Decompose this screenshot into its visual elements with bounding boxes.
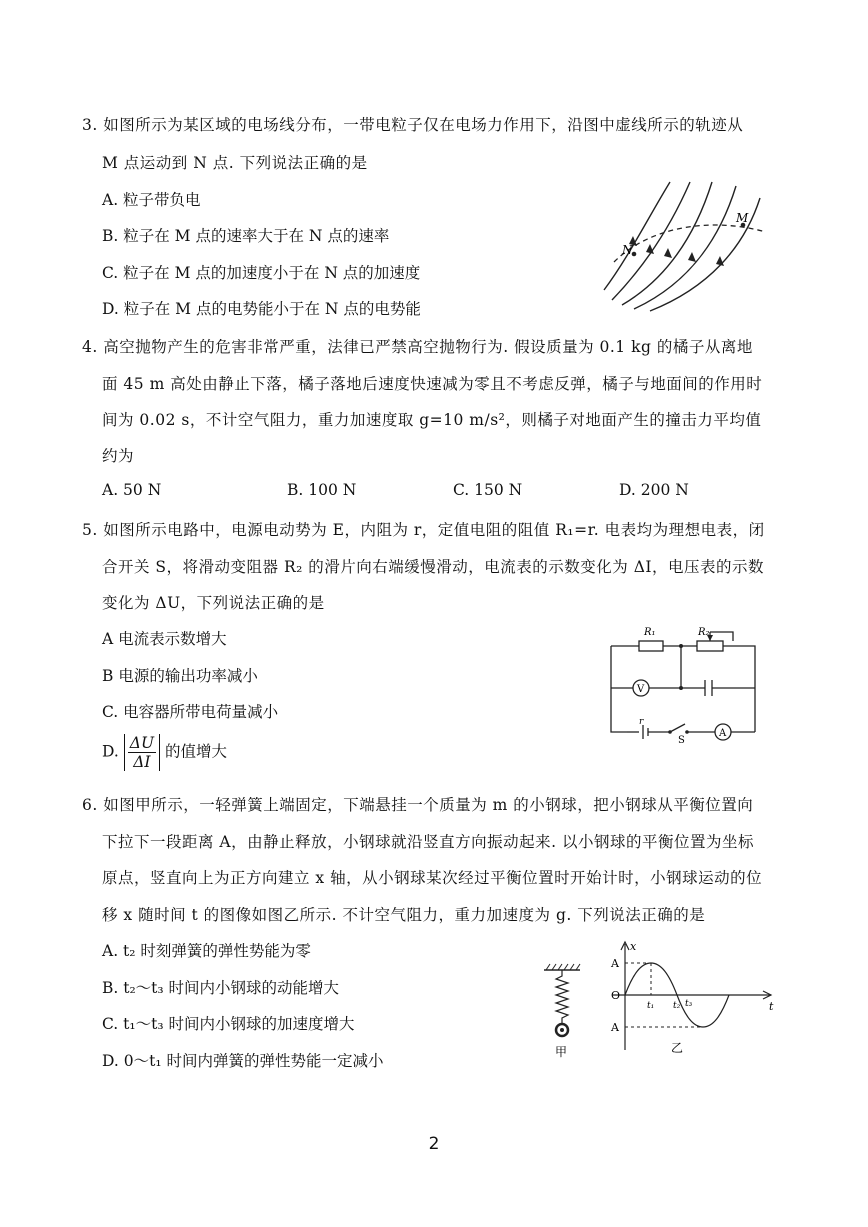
q6-label-jia: 甲 <box>555 1045 568 1059</box>
q5-stem-line3: 变化为 ΔU，下列说法正确的是 <box>102 594 325 612</box>
q5-stem-line1: 5. 如图所示电路中，电源电动势为 E，内阻为 r，定值电阻的阻值 R₁=r. 电表均为理想电表，闭 <box>82 521 765 539</box>
q6-t3-label: t₃ <box>685 999 693 1009</box>
q5-voltmeter-label: V <box>637 684 645 695</box>
q4-stem-line1: 4. 高空抛物产生的危害非常严重，法律已严禁高空抛物行为. 假设质量为 0.1 kg 的橘子从离地 <box>82 338 753 356</box>
q5-option-d-fraction <box>128 734 156 771</box>
q4-option-b: B. 100 N <box>287 481 357 499</box>
q6-option-b: B. t₂～t₃ 时间内小钢球的动能增大 <box>102 979 340 997</box>
page-number: 2 <box>428 1134 440 1154</box>
q3-option-c: C. 粒子在 M 点的加速度小于在 N 点的加速度 <box>102 264 421 282</box>
q5-option-d <box>102 734 227 771</box>
q5-option-d-abs <box>124 734 160 771</box>
q6-stem-line1: 6. 如图甲所示，一轻弹簧上端固定，下端悬挂一个质量为 m 的小钢球，把小钢球从平衡位置向 <box>82 796 754 814</box>
q6-t1-label: t₁ <box>647 1001 655 1011</box>
q4-stem-line3: 间为 0.02 s，不计空气阻力，重力加速度取 g=10 m/s²，则橘子对地面产生的撞击力平均值 <box>102 411 762 429</box>
q6-spring-figure <box>536 962 588 1062</box>
q6-option-c: C. t₁～t₃ 时间内小钢球的加速度增大 <box>102 1015 355 1033</box>
q5-ammeter-label: A <box>719 728 727 739</box>
q4-option-a: A. 50 N <box>102 481 162 499</box>
q3-option-a: A. 粒子带负电 <box>102 191 201 209</box>
q6-axis-t-label: t <box>769 1000 774 1013</box>
q6-stem-line3: 原点，竖直向上为正方向建立 x 轴，从小钢球某次经过平衡位置时开始计时，小钢球运动的位 <box>102 869 763 887</box>
q3-field-figure <box>598 178 773 313</box>
q6-stem-line4: 移 x 随时间 t 的图像如图乙所示. 不计空气阻力，重力加速度为 g. 下列说法正确的是 <box>102 906 706 924</box>
q6-amplitude-top-label: A <box>611 957 619 970</box>
q5-option-d-suffix: 的值增大 <box>164 742 227 761</box>
q5-option-a: A 电流表示数增大 <box>102 630 227 648</box>
q5-option-d-numerator: ΔU <box>129 734 155 752</box>
q6-option-a: A. t₂ 时刻弹簧的弹性势能为零 <box>102 942 311 960</box>
q6-stem-line2: 下拉下一段距离 A，由静止释放，小钢球就沿竖直方向振动起来. 以小钢球的平衡位置为坐标 <box>102 833 754 851</box>
q6-axis-x-label: x <box>630 940 637 953</box>
q3-label-m: M <box>736 211 749 225</box>
q6-amplitude-bottom-label: A <box>611 1021 619 1034</box>
q4-stem-line4: 约为 <box>102 447 135 465</box>
q6-origin-label: O <box>611 989 621 1002</box>
q6-xt-graph <box>603 938 783 1058</box>
q3-label-n: N <box>622 243 633 257</box>
q5-option-c: C. 电容器所带电荷量减小 <box>102 703 279 721</box>
q5-circuit-figure <box>605 622 765 744</box>
q5-switch-label: S <box>678 735 685 744</box>
q5-label-r2: R₂ <box>698 627 710 638</box>
q5-option-d-denominator: ΔI <box>133 753 151 771</box>
q6-t2-label: t₂ <box>673 1001 681 1011</box>
q3-option-d: D. 粒子在 M 点的电势能小于在 N 点的电势能 <box>102 300 421 318</box>
q5-option-d-prefix: D. <box>102 742 119 761</box>
q5-stem-line2: 合开关 S，将滑动变阻器 R₂ 的滑片向右端缓慢滑动，电流表的示数变化为 ΔI，电压表的示数 <box>102 558 765 576</box>
q3-stem-line1: 3. 如图所示为某区域的电场线分布，一带电粒子仅在电场力作用下，沿图中虚线所示的轨迹从 <box>82 116 744 134</box>
q5-label-r1: R₁ <box>644 627 656 638</box>
q5-internal-r-label: r <box>639 717 644 727</box>
q6-label-yi: 乙 <box>671 1041 684 1055</box>
q6-option-d: D. 0～t₁ 时间内弹簧的弹性势能一定减小 <box>102 1052 384 1070</box>
q5-option-b: B 电源的输出功率减小 <box>102 667 258 685</box>
q4-stem-line2: 面 45 m 高处由静止下落，橘子落地后速度快速减为零且不考虑反弹，橘子与地面间的作用时 <box>102 375 763 393</box>
q3-option-b: B. 粒子在 M 点的速率大于在 N 点的速率 <box>102 227 390 245</box>
q3-stem-line2: M 点运动到 N 点. 下列说法正确的是 <box>102 154 368 172</box>
q4-option-d: D. 200 N <box>619 481 689 499</box>
q4-option-c: C. 150 N <box>453 481 523 499</box>
